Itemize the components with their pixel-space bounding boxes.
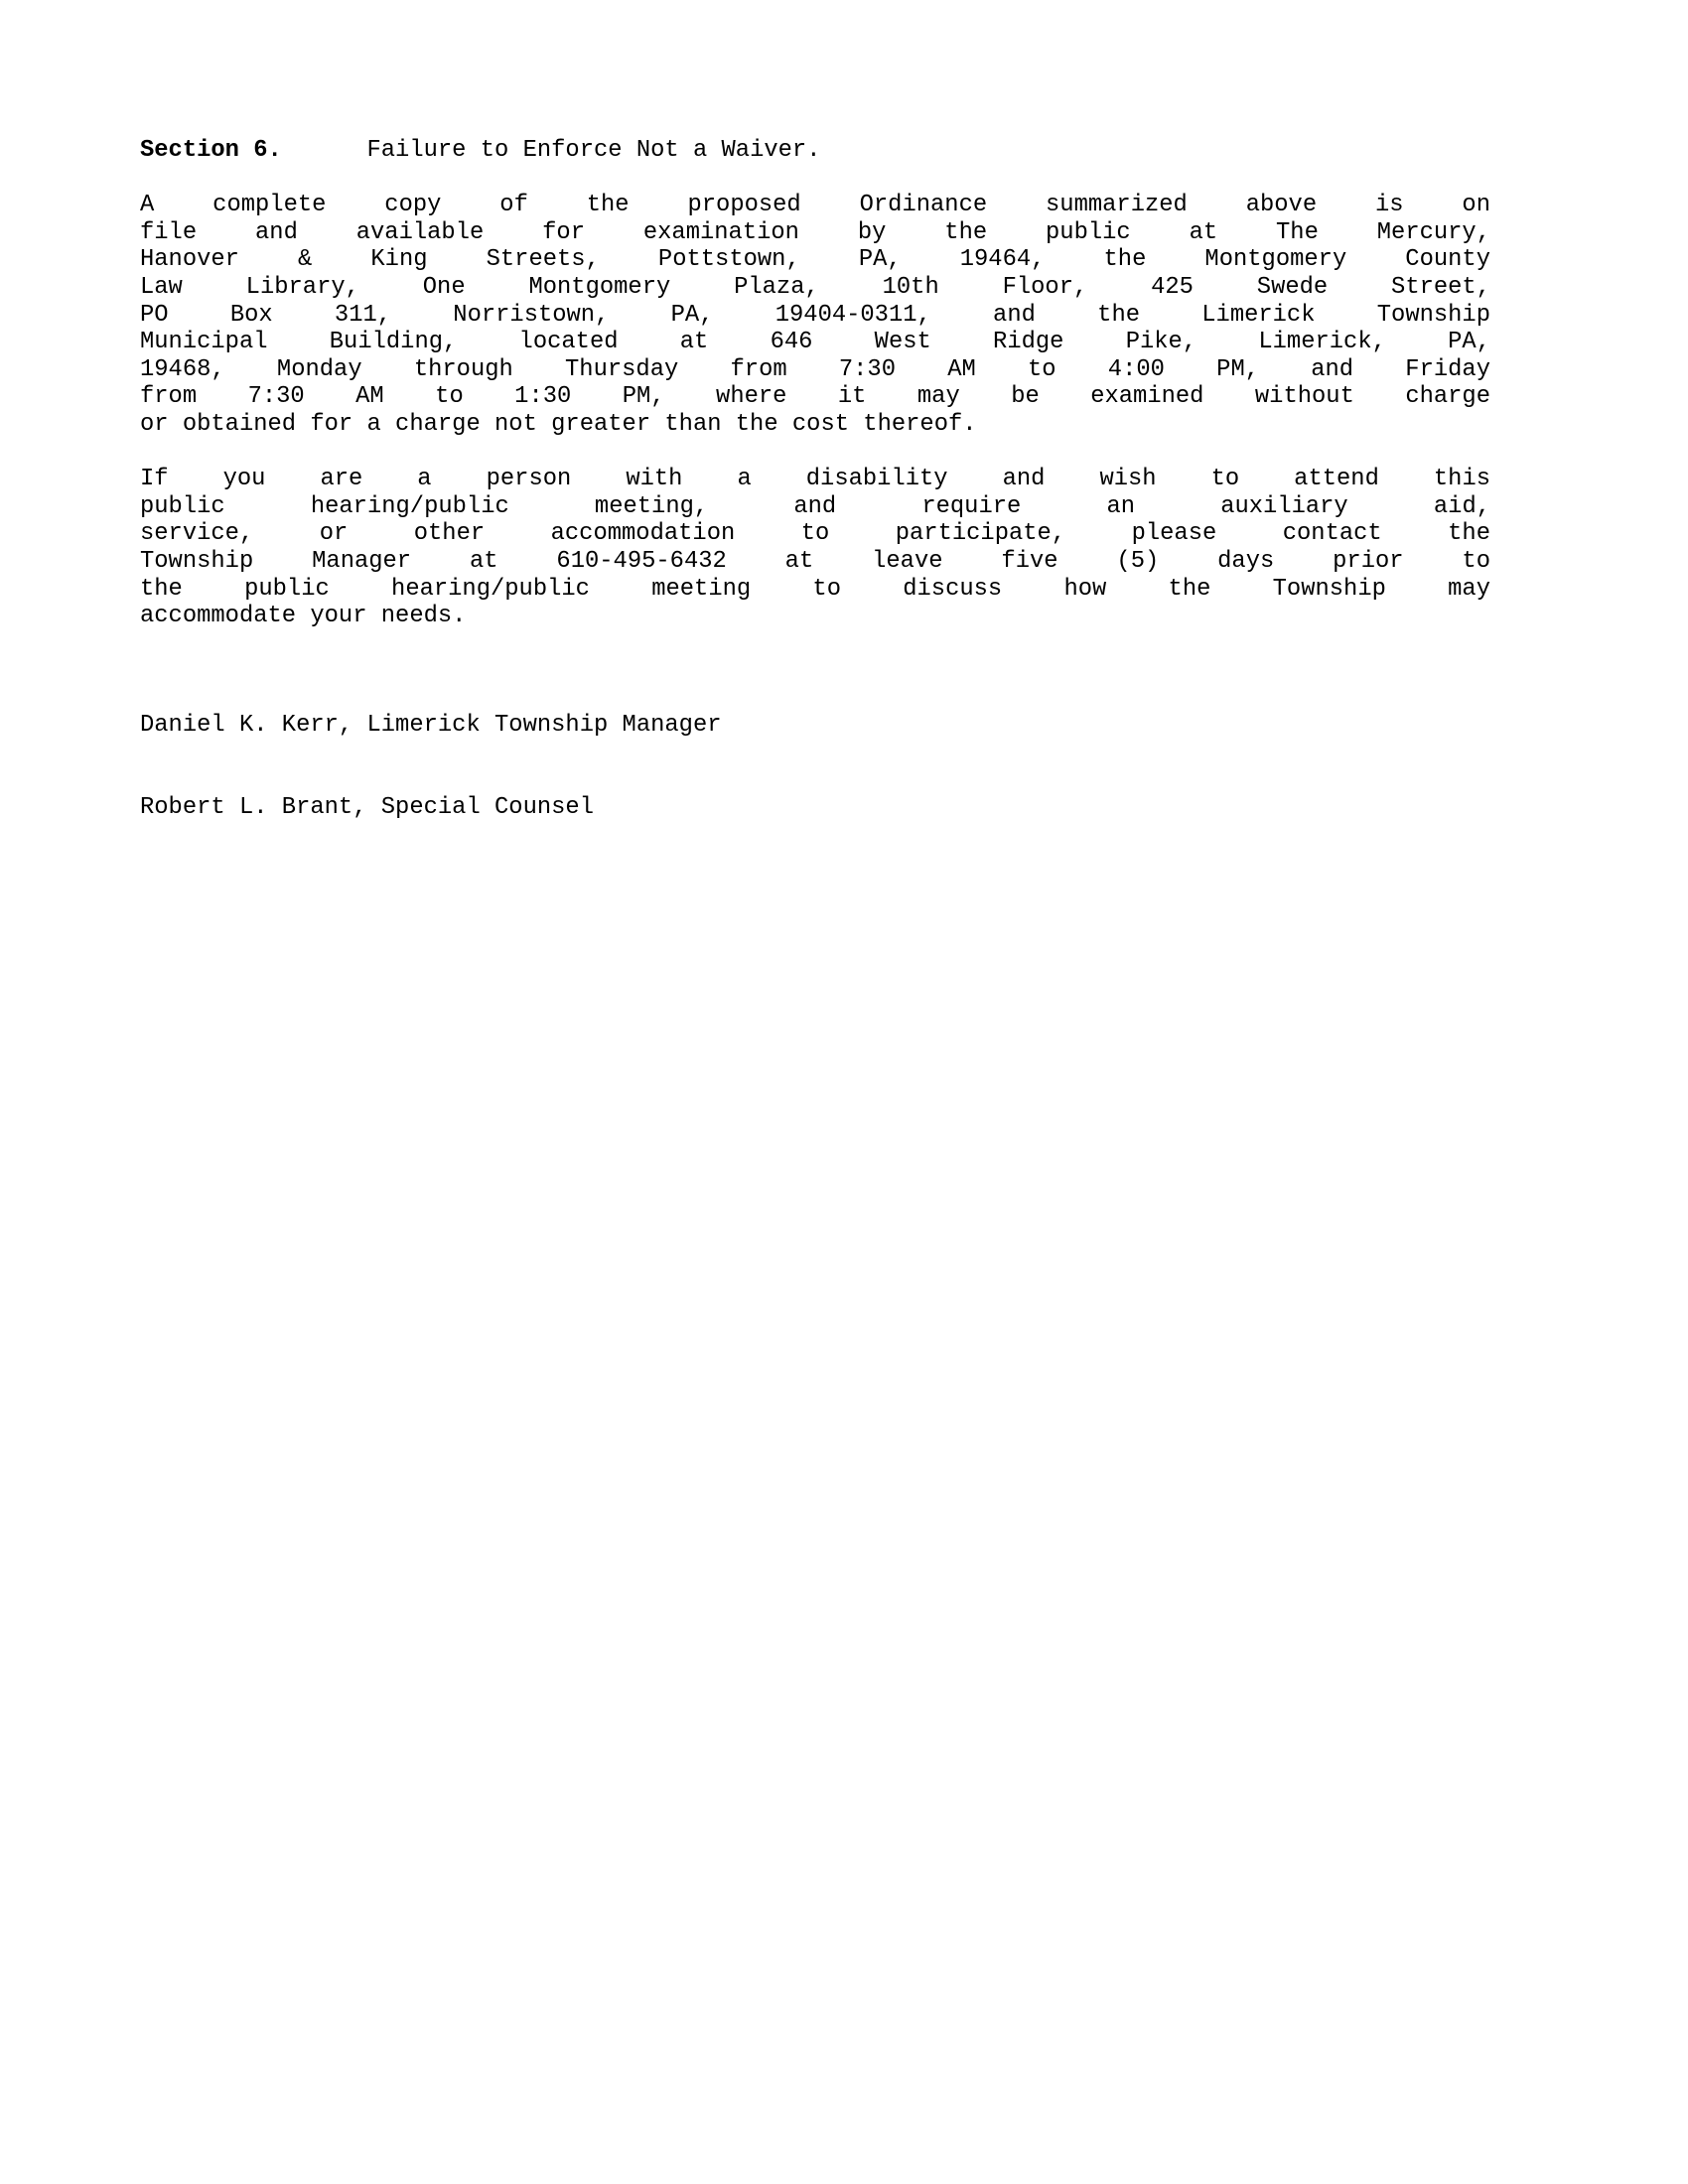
paragraph-line: Hanover & King Streets, Pottstown, PA, 19464, the Montgomery County (140, 246, 1490, 274)
signature-line-counsel: Robert L. Brant, Special Counsel (140, 794, 594, 822)
paragraph-line: file and available for examination by the public at The Mercury, (140, 218, 1490, 246)
paragraph-line: Municipal Building, located at 646 West Ridge Pike, Limerick, PA, (140, 329, 1490, 356)
heading-tab-gap (282, 137, 367, 164)
spacer-between-paragraphs-2 (140, 630, 1490, 658)
document-content (140, 137, 1490, 877)
paragraph-line: public hearing/public meeting, and require an auxiliary aid, (140, 492, 1490, 520)
spacer-after-heading (140, 165, 1490, 193)
paragraph-line: Township Manager at 610-495-6432 at leave five (5) days prior to (140, 547, 1490, 575)
section-heading (140, 137, 1490, 165)
paragraph-line: the public hearing/public meeting to discuss how the Township may (140, 575, 1490, 603)
paragraph-line: If you are a person with a disability and wish to attend this (140, 466, 1490, 493)
paragraph-line: from 7:30 AM to 1:30 PM, where it may be examined without charge (140, 383, 1490, 411)
paragraph-line: Law Library, One Montgomery Plaza, 10th Floor, 425 Swede Street, (140, 273, 1490, 301)
paragraph-line: accommodate your needs. (140, 603, 467, 630)
section-label: Section 6. (140, 137, 282, 164)
signature-block (140, 657, 1490, 877)
paragraph-line: A complete copy of the proposed Ordinance summarized above is on (140, 192, 1490, 219)
paragraph-ada-accommodation (140, 466, 1490, 630)
paragraph-line: PO Box 311, Norristown, PA, 19404-0311, and the Limerick Township (140, 301, 1490, 329)
paragraph-line: service, or other accommodation to participate, please contact the (140, 520, 1490, 548)
paragraph-ordinance-availability (140, 192, 1490, 438)
section-title: Failure to Enforce Not a Waiver. (366, 137, 821, 164)
paragraph-line: or obtained for a charge not greater than the cost thereof. (140, 410, 977, 438)
spacer-between-paragraphs-1 (140, 439, 1490, 467)
signature-line-manager: Daniel K. Kerr, Limerick Township Manager (140, 712, 722, 740)
paragraph-line: 19468, Monday through Thursday from 7:30 AM to 4:00 PM, and Friday (140, 355, 1490, 383)
